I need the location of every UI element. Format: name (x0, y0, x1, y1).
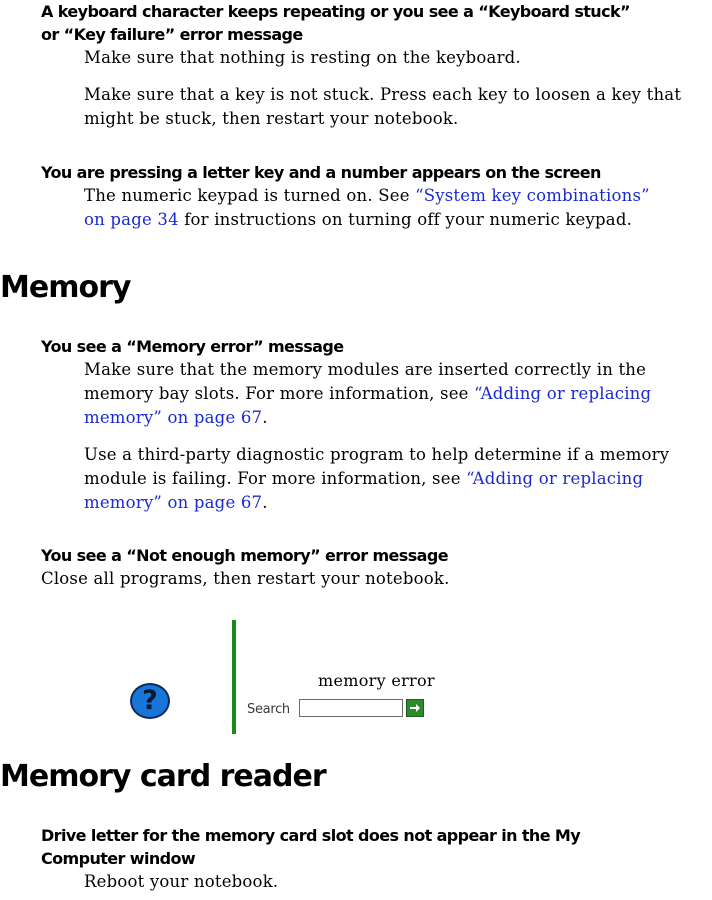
help-icon: ? (130, 683, 170, 719)
problem-heading: You see a “Memory error” message (41, 337, 344, 356)
solution-line: . (262, 493, 268, 512)
problem-heading: You see a “Not enough memory” error message (41, 546, 448, 565)
problem-heading-line: A keyboard character keeps repeating or you see a “Keyboard stuck” (41, 2, 630, 21)
problem-heading-line: or “Key failure” error message (41, 25, 303, 44)
problem-heading-line: Computer window (41, 849, 196, 868)
section-heading-memory: Memory (0, 270, 131, 305)
problem-heading: You are pressing a letter key and a number appears on the screen (41, 163, 601, 182)
not-enough-memory-section (0, 544, 712, 591)
solution-line: Use a third-party diagnostic program to help determine if a memory (84, 445, 670, 464)
solution-line: Make sure that the memory modules are inserted correctly in the (84, 360, 647, 379)
arrow-right-icon (407, 700, 423, 716)
memory-card-reader-section (0, 759, 712, 795)
number-appears-section (0, 161, 712, 232)
keyboard-repeat-section (0, 0, 712, 131)
system-key-combinations-page-link[interactable]: on page 34 (84, 210, 179, 229)
help-search-term: memory error (318, 671, 435, 690)
solution-line: memory bay slots. For more information, see (84, 384, 475, 403)
problem-heading (0, 824, 712, 870)
solution-text: Close all programs, then restart your notebook. (41, 569, 450, 588)
solution-line: . (262, 408, 268, 427)
section-heading-memory-card-reader: Memory card reader (0, 759, 326, 794)
system-key-combinations-link[interactable]: “System key combinations” (415, 186, 650, 205)
solution-line: for instructions on turning off your numeric keypad. (178, 210, 633, 229)
solution-text (0, 184, 712, 232)
search-go-button[interactable] (406, 699, 424, 717)
solution-text (0, 358, 712, 430)
problem-heading-line: Drive letter for the memory card slot does not appear in the My (41, 826, 581, 845)
search-label: Search (247, 702, 290, 717)
solution-line: module is failing. For more information, see (84, 469, 467, 488)
solution-text (0, 443, 712, 515)
solution-text: Reboot your notebook. (84, 872, 279, 891)
solution-line: Make sure that a key is not stuck. Press each key to loosen a key that (84, 85, 682, 104)
solution-text: Make sure that nothing is resting on the keyboard. (84, 48, 521, 67)
drive-letter-section (0, 824, 712, 894)
solution-line: The numeric keypad is turned on. See (84, 186, 416, 205)
adding-replacing-memory-link[interactable]: “Adding or replacing (466, 469, 644, 488)
solution-text (0, 83, 712, 131)
adding-replacing-memory-link[interactable]: “Adding or replacing (474, 384, 652, 403)
help-divider (232, 620, 236, 734)
search-input[interactable] (299, 699, 403, 717)
memory-error-section (0, 335, 712, 515)
adding-replacing-memory-page-link[interactable]: memory” on page 67 (84, 493, 263, 512)
memory-section (0, 270, 712, 306)
problem-heading (0, 0, 712, 46)
solution-line: might be stuck, then restart your notebook. (84, 109, 459, 128)
adding-replacing-memory-page-link[interactable]: memory” on page 67 (84, 408, 263, 427)
